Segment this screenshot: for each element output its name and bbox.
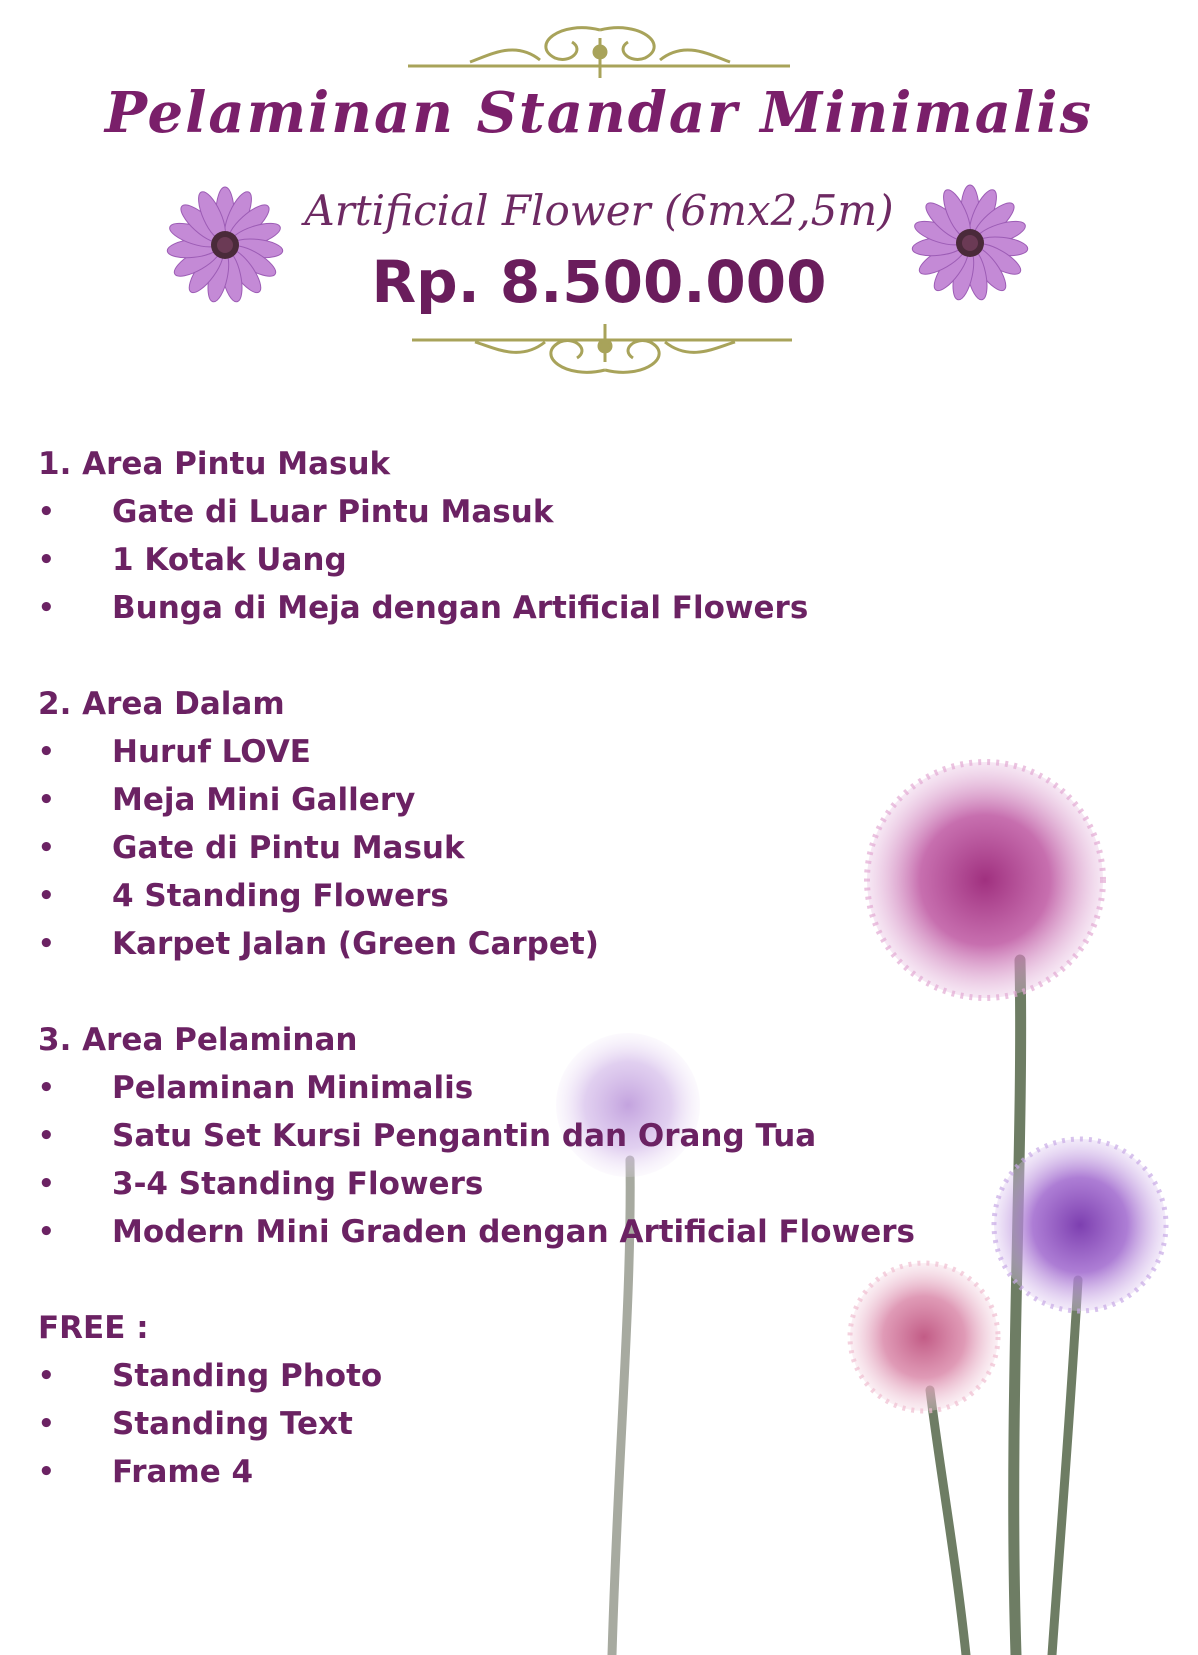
section-area-dalam (38, 680, 1038, 968)
bullet-icon: • (38, 1121, 55, 1151)
item-label: Satu Set Kursi Pengantin dan Orang Tua (112, 1118, 817, 1154)
item-label: Frame 4 (112, 1454, 254, 1490)
item-list (38, 1352, 1038, 1496)
item-label: Bunga di Meja dengan Artificial Flowers (112, 590, 809, 626)
list-item (38, 920, 1038, 968)
list-item (38, 1160, 1038, 1208)
item-list (38, 728, 1038, 968)
package-subtitle: Artificial Flower (6mx2,5m) (304, 186, 894, 235)
bullet-icon: • (38, 1457, 55, 1487)
bullet-icon: • (38, 545, 55, 575)
section-title: 2. Area Dalam (38, 686, 285, 722)
list-item (38, 776, 1038, 824)
list-item (38, 1352, 1038, 1400)
bullet-icon: • (38, 929, 55, 959)
list-item (38, 824, 1038, 872)
item-label: Standing Text (112, 1406, 353, 1442)
bullet-icon: • (38, 1409, 55, 1439)
bullet-icon: • (38, 1169, 55, 1199)
item-list (38, 1064, 1038, 1256)
item-label: Gate di Luar Pintu Masuk (112, 494, 554, 530)
section-title: 3. Area Pelaminan (38, 1022, 358, 1058)
item-label: Standing Photo (112, 1358, 383, 1394)
item-list (38, 488, 1038, 632)
package-contents (38, 440, 1038, 1544)
list-item (38, 536, 1038, 584)
list-item (38, 1208, 1038, 1256)
list-item (38, 1400, 1038, 1448)
section-area-pelaminan (38, 1016, 1038, 1256)
top-ornament (408, 28, 790, 78)
list-item (38, 1112, 1038, 1160)
list-item (38, 488, 1038, 536)
page-title: Pelaminan Standar Minimalis (104, 80, 1094, 146)
list-item (38, 1448, 1038, 1496)
list-item (38, 728, 1038, 776)
section-area-pintu-masuk (38, 440, 1038, 632)
bullet-icon: • (38, 593, 55, 623)
bullet-icon: • (38, 1361, 55, 1391)
item-label: 1 Kotak Uang (112, 542, 347, 578)
item-label: Pelaminan Minimalis (112, 1070, 474, 1106)
bullet-icon: • (38, 497, 55, 527)
item-label: 4 Standing Flowers (112, 878, 449, 914)
bottom-ornament (412, 324, 792, 372)
section-free (38, 1304, 1038, 1496)
bullet-icon: • (38, 737, 55, 767)
item-label: 3-4 Standing Flowers (112, 1166, 484, 1202)
package-price: Rp. 8.500.000 (371, 248, 827, 316)
section-title: 1. Area Pintu Masuk (38, 446, 391, 482)
item-label: Modern Mini Graden dengan Artificial Flowers (112, 1214, 916, 1250)
bullet-icon: • (38, 785, 55, 815)
item-label: Meja Mini Gallery (112, 782, 416, 818)
item-label: Gate di Pintu Masuk (112, 830, 465, 866)
item-label: Karpet Jalan (Green Carpet) (112, 926, 599, 962)
list-item (38, 872, 1038, 920)
bullet-icon: • (38, 1217, 55, 1247)
list-item (38, 1064, 1038, 1112)
section-title: FREE : (38, 1310, 149, 1346)
item-label: Huruf LOVE (112, 734, 311, 770)
bullet-icon: • (38, 833, 55, 863)
list-item (38, 584, 1038, 632)
bullet-icon: • (38, 881, 55, 911)
bullet-icon: • (38, 1073, 55, 1103)
